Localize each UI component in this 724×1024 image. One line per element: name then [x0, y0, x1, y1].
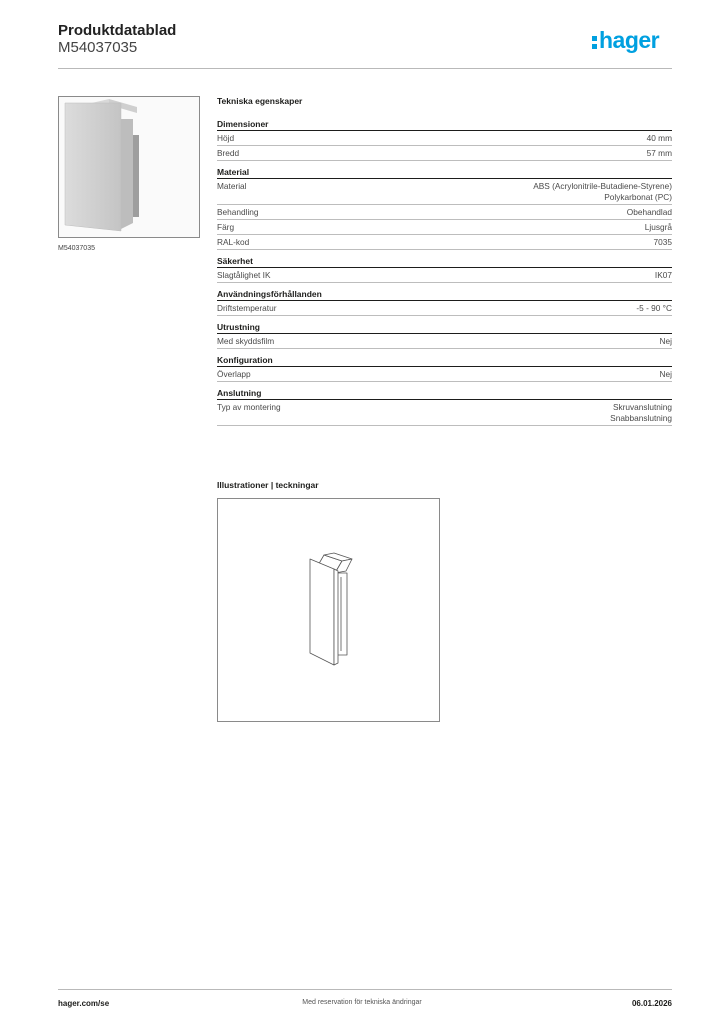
end-cap-drawing-icon	[218, 499, 439, 721]
photo-caption: M54037035	[58, 245, 95, 252]
end-cap-photo-icon	[59, 97, 199, 237]
spec-group-equipment	[217, 322, 672, 349]
spec-value: Nej	[659, 369, 672, 379]
spec-row	[217, 235, 672, 250]
spec-group-dimensions	[217, 119, 672, 161]
specs-heading: Tekniska egenskaper	[217, 96, 303, 106]
spec-value: IK07	[654, 270, 672, 280]
spec-row	[217, 268, 672, 283]
spec-group-conditions	[217, 289, 672, 316]
spec-label: Behandling	[217, 207, 259, 217]
footer-website-link[interactable]: hager.com/se	[58, 999, 110, 1008]
specs-section	[217, 96, 672, 426]
logo-text: hager	[599, 27, 660, 53]
spec-value: Ljusgrå	[644, 222, 672, 232]
spec-row	[217, 179, 672, 205]
spec-value: 7035	[653, 237, 672, 247]
group-title: Utrustning	[217, 322, 672, 334]
group-title: Konfiguration	[217, 355, 672, 367]
spec-row	[217, 400, 672, 426]
header-divider	[58, 68, 672, 69]
spec-row	[217, 205, 672, 220]
spec-group-material	[217, 167, 672, 250]
spec-label: Med skyddsfilm	[217, 336, 275, 346]
illustrations-heading: Illustrationer | teckningar	[217, 480, 319, 490]
spec-group-configuration	[217, 355, 672, 382]
footer-disclaimer: Med reservation för tekniska ändringar	[302, 999, 422, 1006]
group-title: Material	[217, 167, 672, 179]
spec-value	[533, 181, 672, 203]
spec-value: 57 mm	[646, 148, 672, 158]
spec-value-line: Skruvanslutning	[612, 402, 672, 412]
spec-row	[217, 131, 672, 146]
page-title: Produktdatablad	[58, 22, 177, 39]
footer-date: 06.01.2026	[631, 999, 672, 1008]
footer-divider	[58, 989, 672, 990]
spec-label: Överlapp	[217, 369, 251, 379]
spec-value: 40 mm	[646, 133, 672, 143]
spec-label: Färg	[217, 222, 235, 232]
group-title: Anslutning	[217, 388, 672, 400]
spec-group-connection	[217, 388, 672, 426]
group-title: Användningsförhållanden	[217, 289, 672, 301]
spec-label: Slagtålighet IK	[217, 270, 271, 280]
spec-value: -5 - 90 °C	[636, 303, 672, 313]
spec-row	[217, 334, 672, 349]
spec-value-line: Polykarbonat (PC)	[604, 192, 672, 202]
spec-row	[217, 367, 672, 382]
spec-label: RAL-kod	[217, 237, 250, 247]
spec-value-line: ABS (Acrylonitrile-Butadiene-Styrene)	[533, 181, 672, 191]
spec-label: Material	[217, 181, 247, 191]
spec-value-line: Snabbanslutning	[610, 413, 672, 423]
spec-row	[217, 146, 672, 161]
spec-value: Obehandlad	[626, 207, 672, 217]
product-number: M54037035	[58, 39, 138, 56]
group-title: Säkerhet	[217, 256, 672, 268]
spec-label: Höjd	[217, 133, 235, 143]
spec-label: Typ av montering	[217, 402, 281, 412]
spec-value	[610, 402, 672, 424]
spec-value: Nej	[659, 336, 672, 346]
spec-label: Bredd	[217, 148, 240, 158]
group-title: Dimensioner	[217, 119, 672, 131]
technical-drawing	[217, 498, 440, 722]
brand-logo	[592, 27, 659, 54]
spec-row	[217, 301, 672, 316]
spec-label: Driftstemperatur	[217, 303, 277, 313]
product-photo	[58, 96, 200, 238]
spec-group-safety	[217, 256, 672, 283]
spec-row	[217, 220, 672, 235]
logo-dots-icon	[592, 33, 598, 49]
